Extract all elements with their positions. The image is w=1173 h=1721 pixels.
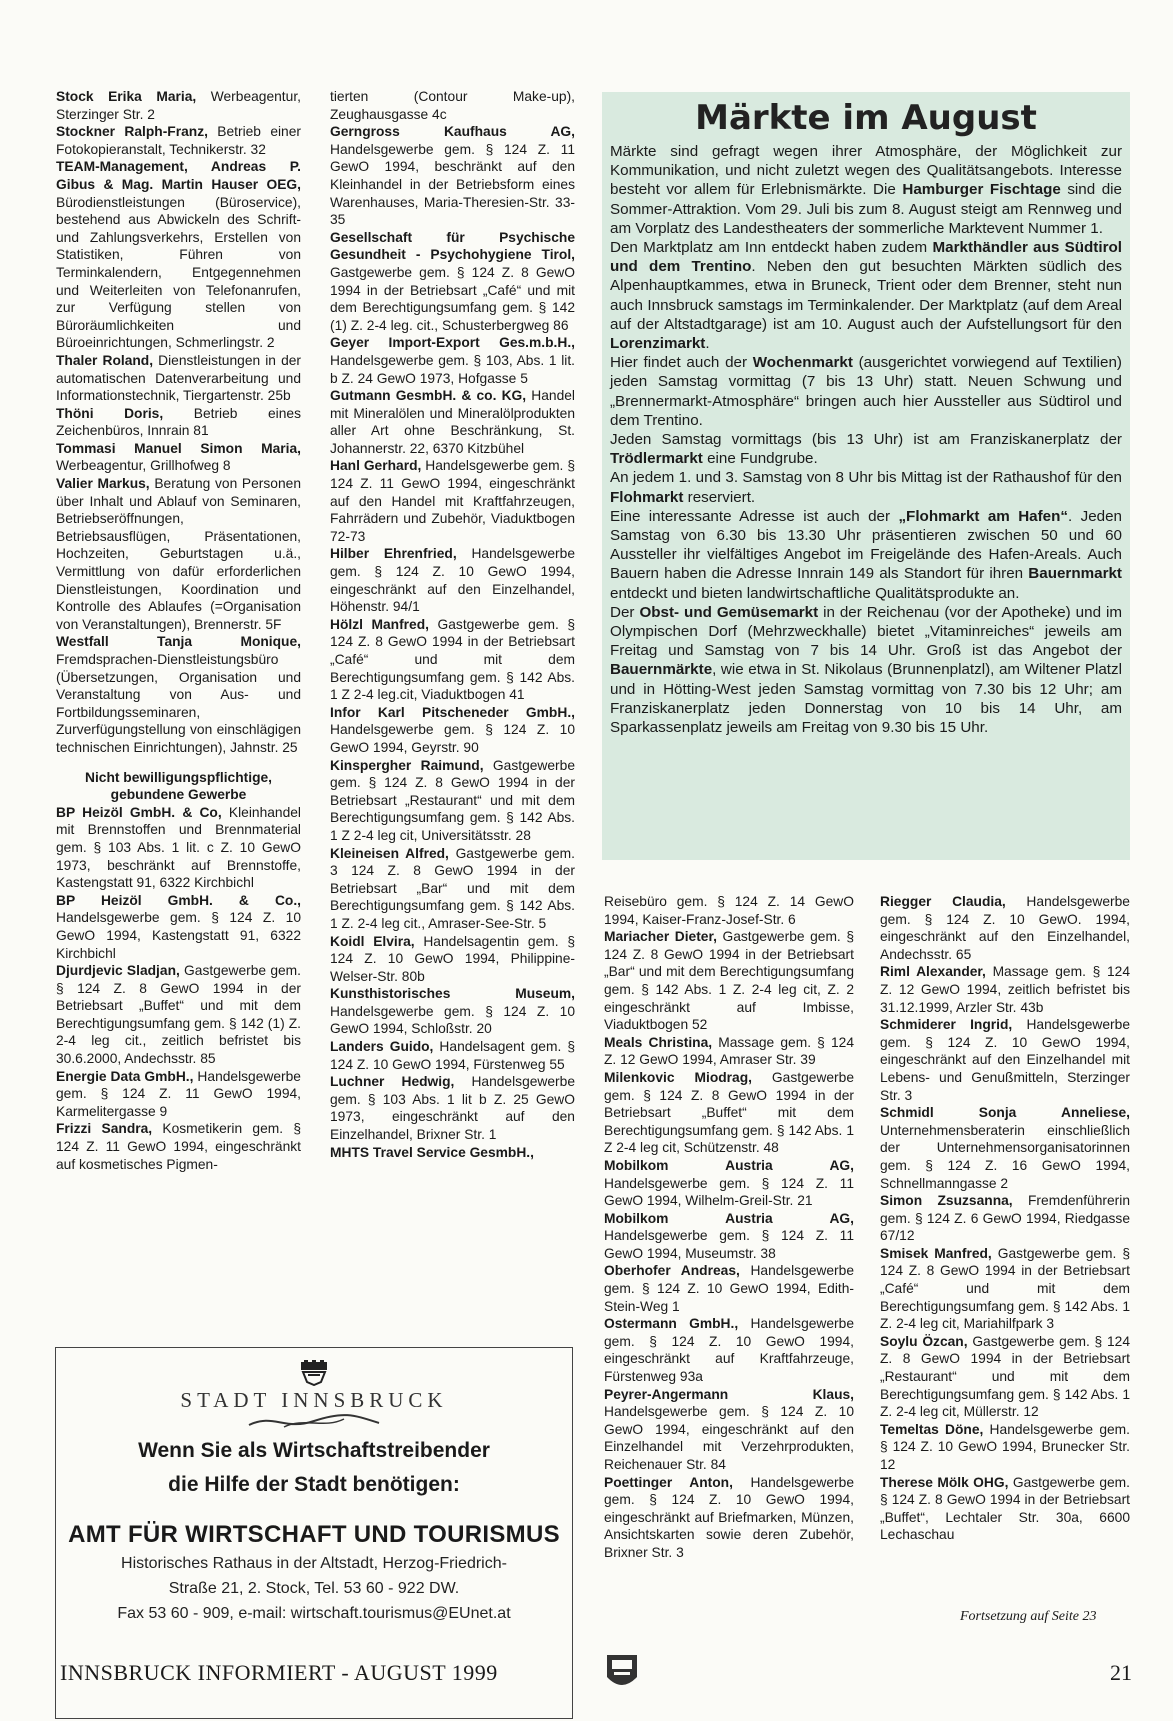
market-name: Obst- und Gemüsemarkt xyxy=(639,603,819,621)
listing-entry xyxy=(330,1038,575,1073)
page-number: 21 xyxy=(1110,1660,1132,1685)
paragraph-text: (ausgerichtet vorwiegend auf Textilien) jeden Samstag vormittag (7 bis 13 Uhr) statt. Neuen Schwung und „Brennermarkt-Atmosphäre“ bringen auch hier Aussteller aus Südtirol und dem Trentino. xyxy=(610,354,1122,429)
listing-entry xyxy=(330,387,575,457)
entry-text: Fremdenführerin gem. § 124 Z. 6 GewO 1994, Riedgasse 67/12 xyxy=(880,1193,1130,1244)
section-subheading: Nicht bewilligungspflichtige, gebundene Gewerbe xyxy=(84,769,273,803)
ad-line-1: Wenn Sie als Wirtschaftstreibender xyxy=(138,1439,490,1462)
entry-name: Meals Christina, xyxy=(604,1034,713,1050)
listing-entry xyxy=(880,1421,1130,1474)
entry-text: Handelsgewerbe gem. § 124 Z. 11 GewO 1994, beschränkt auf den Kleinhandel in der Betriebsform eines Warenhauses, Maria-Theresien-Str. 33-35 xyxy=(330,141,575,228)
paragraph-text: sind die Sommer-Attraktion. Vom 29. Juli bis zum 8. August steigt am Rennweg und am Vorplatz des Landestheaters der sommerliche Marktevent Nummer 1. xyxy=(610,181,1122,237)
listing-entry xyxy=(880,963,1130,1016)
entry-text: Gastgewerbe gem. § 124 Z. 8 GewO 1994 in der Betriebsart „Café“ und mit dem Berechtigungsumfang gem. § 142 (1) Z. 2-4 leg. cit., Schusterbergweg 86 xyxy=(330,264,575,333)
listing-column-1 xyxy=(56,88,301,1173)
entry-name: Kinspergher Raimund, xyxy=(330,757,484,773)
entry-text: Gastgewerbe gem. § 124 Z. 8 GewO 1994 in der Betriebsart „Café“ und mit dem Berechtigungsumfang gem. § 142 Abs. 1 Z 2-4 leg.cit, Viaduktbogen 41 xyxy=(330,616,575,703)
listing-entry xyxy=(604,1157,854,1210)
entry-text: Handelsgewerbe gem. § 124 Z. 10 GewO 1994, Kastengstatt 91, 6322 Kirchbichl xyxy=(56,910,301,961)
paragraph-text: Eine interessante Adresse ist auch der xyxy=(610,507,899,525)
entry-text: Gastgewerbe gem. § 124 Z. 8 GewO 1994 in der Betriebsart „Restaurant“ und mit dem Berechtigungsumfang gem. § 142 Abs. 1 Z 2-4 leg cit, Universitätsstr. 28 xyxy=(330,757,575,843)
entry-text: Handelsgewerbe gem. § 124 Z. 11 GewO 1994, Karmelitergasse 9 xyxy=(56,1068,301,1119)
market-name: Markthändler aus Südtirol und dem Trentino xyxy=(610,239,1122,276)
listing-entry xyxy=(330,88,575,123)
listing-entry xyxy=(330,1144,575,1162)
entry-name: Stock Erika Maria, xyxy=(56,89,197,104)
entry-text: Handelsgewerbe gem. § 124 Z. 10 GewO 1994, Brunecker Str. 12 xyxy=(880,1421,1130,1472)
ad-line-2: die Hilfe der Stadt benötigen: xyxy=(168,1473,460,1496)
listing-column-2 xyxy=(330,88,575,1161)
listing-entry xyxy=(56,962,301,1068)
paragraph-text: in der Reichenau (vor der Apotheke) und im Olympischen Dorf (Mehrzweckhalle) bietet „Vitaminreiches“ jeweils am Freitag und Samstag von 7 bis 14 Uhr. Groß ist das Angebot der xyxy=(610,603,1122,660)
entry-name: Infor Karl Pitscheneder GmbH., xyxy=(330,704,575,720)
entry-name: Landers Guido, xyxy=(330,1039,434,1055)
ad-city-name: STADT INNSBRUCK xyxy=(180,1388,448,1412)
listing-entry xyxy=(330,933,575,986)
entry-text: Kosmetikerin gem. § 124 Z. 11 GewO 1994, eingeschränkt auf kosmetisches Pigmen- xyxy=(56,1121,302,1172)
listing-entry xyxy=(56,804,301,892)
entry-name: Koidl Elvira, xyxy=(330,933,415,949)
entry-name: Temeltas Döne, xyxy=(880,1421,984,1437)
entry-text: tierten (Contour Make-up), Zeughausgasse 4c xyxy=(330,89,575,122)
entry-text: Handel mit Mineralölen und Mineralölprodukten aller Art ohne Beschränkung, St. Johannerstr. 22, 6370 Kitzbühel xyxy=(330,388,575,456)
entry-text: Gastgewerbe gem. § 124 Z. 8 GewO 1994 in der Betriebsart „Café“ und mit dem Berechtigungsumfang gem. § 142 Abs. 1 Z. 2-4 leg cit, Mariahilfpark 3 xyxy=(880,1245,1130,1332)
market-name: Lorenzimarkt xyxy=(610,335,706,353)
listing-entry xyxy=(56,440,301,475)
listing-entry xyxy=(880,1333,1130,1421)
entry-name: BP Heizöl GmbH. & Co., xyxy=(56,892,301,908)
entry-name: Thaler Roland, xyxy=(56,352,154,368)
paragraph-text: Jeden Samstag vormittags (bis 13 Uhr) ist am Franziskanerplatz der xyxy=(610,431,1122,449)
listing-entry xyxy=(56,352,301,405)
entry-name: Milenkovic Miodrag, xyxy=(604,1069,752,1085)
entry-text: Handelsgewerbe gem. § 103 Abs. 1 lit b Z. 25 GewO 1973, eingeschränkt auf den Einzelhandel, Brixner Str. 1 xyxy=(330,1074,575,1143)
entry-text: Handelsgewerbe gem. § 124 Z. 10 GewO. 1994, eingeschränkt auf den Einzelhandel, Andechsstr. 65 xyxy=(880,894,1130,962)
swirl-ornament-icon xyxy=(56,1413,572,1431)
listing-entry xyxy=(330,704,575,757)
listing-entry xyxy=(56,88,301,123)
market-name: Wochenmarkt xyxy=(752,354,853,372)
entry-name: Schmiderer Ingrid, xyxy=(880,1017,1013,1033)
paragraph-text: Der xyxy=(610,603,640,621)
market-name: Bauernmarkt xyxy=(1028,565,1122,583)
markets-box xyxy=(602,92,1130,860)
listing-entry xyxy=(330,845,575,933)
entry-name: Luchner Hedwig, xyxy=(330,1074,455,1090)
listing-entry xyxy=(330,757,575,845)
listing-entry xyxy=(330,123,575,229)
entry-name: BP Heizöl GmbH. & Co, xyxy=(56,804,222,820)
entry-name: Tommasi Manuel Simon Maria, xyxy=(56,440,301,456)
entry-text: Gastgewerbe gem. 3 124 Z. 8 GewO 1994 in der Betriebsart „Bar“ und mit dem Berechtigungsumfang gem. § 142 Abs. 1 Z. 2-4 leg cit., Amraser-See-Str. 5 xyxy=(330,845,575,931)
entry-name: MHTS Travel Service GesmbH., xyxy=(330,1144,534,1160)
markets-paragraph xyxy=(610,142,1122,238)
entry-text: Handelsagent gem. § 124 Z. 10 GewO 1994, Fürstenweg 55 xyxy=(330,1039,575,1072)
footer-crest-icon xyxy=(605,1653,639,1698)
paragraph-text: . Jeden Samstag von 6.30 bis 13.30 Uhr präsentieren zwischen 50 und 60 Aussteller ihr vielfältiges Angebot im Freigelände des Hafen-Areals. Auch Bauern haben die Adresse Innrain 149 als Standort für ihren xyxy=(610,507,1122,583)
entry-name: Mobilkom Austria AG, xyxy=(604,1210,854,1226)
listing-entry xyxy=(330,229,575,335)
entry-name: Peyrer-Angermann Klaus, xyxy=(604,1386,854,1402)
entry-text: Handelsgewerbe gem. § 124 Z. 11 GewO 1994, eingeschränkt auf den Handel mit Kraftfahrzeugen, Fahrrädern und Zubehör, Viaduktbogen 72-73 xyxy=(330,458,575,544)
entry-text: Gastgewerbe gem. § 124 Z. 8 GewO 1994 in der Betriebsart „Buffet“ mit dem Berechtigungsumfang gem. § 142 Abs. 1 Z 2-4 leg cit, Schützenstr. 48 xyxy=(604,1069,854,1156)
entry-text: Gastgewerbe gem. § 124 Z. 8 GewO 1994 in der Betriebsart „Buffet“ und mit dem Berechtigungsumfang gem. § 142 (1) Z. 2-4 leg cit., zeitlich befristet bis 30.6.2000, Andechsstr. 85 xyxy=(56,963,301,1067)
paragraph-text: entdeckt und bieten landwirtschaftliche Qualitätsprodukte an. xyxy=(610,584,1020,602)
listing-column-3 xyxy=(604,893,854,1562)
market-name: Hamburger Fischtage xyxy=(902,181,1061,199)
listing-entry xyxy=(330,545,575,615)
listing-entry xyxy=(56,475,301,633)
listing-entry xyxy=(604,1315,854,1385)
paragraph-text: . xyxy=(705,335,710,353)
entry-text: Handelsgewerbe gem. § 124 Z. 10 GewO 1994, Schloßstr. 20 xyxy=(330,1003,575,1037)
markets-paragraph xyxy=(610,507,1122,603)
entry-name: TEAM-Management, Andreas P. Gibus & Mag. Martin Hauser OEG, xyxy=(56,159,301,192)
entry-text: Handelsgewerbe gem. § 124 Z. 11 GewO 1994, Museumstr. 38 xyxy=(604,1228,854,1261)
listing-entry xyxy=(56,1120,301,1173)
entry-name: Poettinger Anton, xyxy=(604,1474,733,1490)
listing-entry xyxy=(880,893,1130,963)
listing-entry xyxy=(330,334,575,387)
entry-name: Djurdjevic Sladjan, xyxy=(56,963,180,979)
market-name: Flohmarkt xyxy=(610,488,684,506)
listing-entry xyxy=(56,1068,301,1121)
entry-name: Schmidl Sonja Anneliese, xyxy=(880,1105,1130,1121)
entry-text: Werbeagentur, Sterzinger Str. 2 xyxy=(56,89,301,122)
paragraph-text: Märkte sind gefragt wegen ihrer Atmosphäre, der Möglichkeit zur Kommunikation, und nicht zuletzt wegen des Qualitätsangebots. Interesse besteht vor allem für Erlebnismärkte. Die xyxy=(610,143,1122,199)
listing-entry xyxy=(56,405,301,440)
entry-text: Betrieb einer Fotokopieranstalt, Technikerstr. 32 xyxy=(56,124,301,157)
markets-paragraph xyxy=(610,603,1122,737)
listing-entry xyxy=(56,123,301,158)
entry-name: Gerngross Kaufhaus AG, xyxy=(330,124,575,140)
listing-entry xyxy=(330,1073,575,1143)
entry-text: Betrieb eines Zeichenbüros, Innrain 81 xyxy=(56,405,301,439)
entry-text: Gastgewerbe gem. § 124 Z. 8 GewO 1994 in der Betriebsart „Buffet“, Lechtaler Str. 30a, 6600 Lechaschau xyxy=(880,1474,1130,1543)
entry-text: Handelsgewerbe gem. § 124 Z. 10 GewO 1994, Geyrstr. 90 xyxy=(330,722,575,755)
paragraph-text: . Neben den gut besuchten Märkten südlich des Alpenhauptkammes, etwa in Bruneck, Trient oder dem Brenner, steht nun auch Innsbruck samstags im Terminkalender. Der Marktplatz (auf dem Areal auf der Altstadtgarage) ist am 10. August auch der Aufstellungsort für den xyxy=(610,258,1122,333)
entry-text: Kleinhandel mit Brennstoffen und Brennmaterial gem. § 103 Abs. 1 lit. c Z. 10 GewO 1973, beschränkt auf Brennstoffe, Kastengstatt 91, 6322 Kirchbichl xyxy=(56,804,301,891)
ad-office-name: AMT FÜR WIRTSCHAFT UND TOURISMUS xyxy=(68,1521,560,1548)
entry-text: Gastgewerbe gem. § 124 Z. 8 GewO 1994 in der Betriebsart „Restaurant“ und mit dem Berechtigungsumfang gem. § 142 Abs. 1 Z. 2-4 leg cit, Müllerstr. 12 xyxy=(880,1333,1130,1420)
entry-name: Thöni Doris, xyxy=(56,405,164,421)
listing-entry xyxy=(604,1386,854,1474)
entry-text: Handelsgewerbe gem. § 124 Z. 10 GewO 1994, eingeschränkt auf den Einzelhandel mit Lebens- und Genußmitteln, Sterzinger Str. 3 xyxy=(880,1017,1130,1103)
entry-name: Smisek Manfred, xyxy=(880,1245,992,1261)
listing-entry xyxy=(604,928,854,1034)
ad-contact: Fax 53 60 - 909, e-mail: wirtschaft.tourismus@EUnet.at xyxy=(117,1605,511,1622)
paragraph-text: Den Marktplatz am Inn entdeckt haben zudem xyxy=(610,239,933,257)
market-name: „Flohmarkt am Hafen“ xyxy=(898,507,1068,525)
entry-name: Ostermann GmbH., xyxy=(604,1316,739,1332)
ad-address-2: Straße 21, 2. Stock, Tel. 53 60 - 922 DW. xyxy=(168,1580,460,1597)
entry-text: Reisebüro gem. § 124 Z. 14 GewO 1994, Kaiser-Franz-Josef-Str. 6 xyxy=(604,894,854,927)
markets-title: Märkte im August xyxy=(695,98,1037,138)
entry-name: Simon Zsuzsanna, xyxy=(880,1193,1013,1209)
entry-name: Mariacher Dieter, xyxy=(604,929,717,945)
entry-name: Soylu Özcan, xyxy=(880,1333,968,1349)
entry-text: Handelsgewerbe gem. § 124 Z. 10 GewO 1994, eingeschränkt auf Kraftfahrzeuge, Fürstenweg 93a xyxy=(604,1316,854,1385)
entry-name: Oberhofer Andreas, xyxy=(604,1263,740,1279)
paragraph-text: Hier findet auch der xyxy=(610,354,753,372)
entry-text: Beratung von Personen über Inhalt und Ablauf von Seminaren, Betriebseröffnungen, Betriebsausflügen, Präsentationen, Hochzeiten, Geburtstagen u.ä., Vermittlung von dafür erforderlichen Dienstleistungen, Koordination und Kontrolle des Ablaufes (=Organisation von Veranstaltungen), Brennerstr. 5F xyxy=(56,476,301,632)
entry-text: Fremdsprachen-Dienstleistungsbüro (Übersetzungen, Organisation und Veranstaltung von Aus- und Fortbildungsseminaren, Zurverfügungstellung von einschlägigen technischen Einrichtungen), Jahnstr. 25 xyxy=(56,652,301,755)
entry-name: Gesellschaft für Psychische Gesundheit - Psychohygiene Tirol, xyxy=(330,229,575,263)
entry-name: Therese Mölk OHG, xyxy=(880,1474,1009,1490)
entry-text: Dienstleistungen in der automatischen Datenverarbeitung und Informationstechnik, Tiergartenstr. 25b xyxy=(56,352,302,404)
entry-name: Frizzi Sandra, xyxy=(56,1121,153,1137)
listing-entry xyxy=(56,892,301,962)
entry-text: Massage gem. § 124 Z. 12 GewO 1994, Amraser Str. 39 xyxy=(604,1034,854,1068)
entry-text: Handelsagentin gem. § 124 Z. 10 GewO 1994, Philippine-Welser-Str. 80b xyxy=(330,933,575,984)
listing-entry xyxy=(604,1210,854,1263)
entry-name: Hölzl Manfred, xyxy=(330,616,429,632)
market-name: Trödlermarkt xyxy=(610,450,703,468)
market-name: Bauernmärkte xyxy=(610,661,713,679)
entry-name: Westfall Tanja Monique, xyxy=(56,634,301,650)
entry-text: Handelsgewerbe gem. § 124 Z. 10 GewO 1994, eingeschränkt auf den Einzelhandel, Höhenstr. 94/1 xyxy=(330,546,575,615)
entry-text: Bürodienstleistungen (Büroservice), bestehend aus Abwickeln des Schrift- und Zahlungsverkehrs, Erstellen von Statistiken, Führen von Terminkalendern, Entgegennehmen und Weiterleiten von Telefonanrufen, zur Verfügung stellen von Büroräumlichkeiten und Büroeinrichtungen, Schmerlingstr. 2 xyxy=(56,194,301,351)
paragraph-text: An jedem 1. und 3. Samstag von 8 Uhr bis Mittag ist der Rathaushof für den xyxy=(610,469,1122,487)
entry-text: Handelsgewerbe gem. § 124 Z. 10 GewO 1994, Edith-Stein-Weg 1 xyxy=(604,1263,854,1314)
entry-name: Kunsthistorisches Museum, xyxy=(330,986,575,1002)
ad-address-1: Historisches Rathaus in der Altstadt, Herzog-Friedrich- xyxy=(121,1555,507,1572)
listing-entry xyxy=(880,1104,1130,1192)
entry-name: Valier Markus, xyxy=(56,476,150,492)
listing-entry xyxy=(330,457,575,545)
listing-entry xyxy=(880,1474,1130,1544)
listing-entry xyxy=(56,633,301,756)
listing-entry xyxy=(880,1016,1130,1104)
listing-entry xyxy=(330,616,575,704)
markets-paragraph xyxy=(610,353,1122,430)
entry-text: Gastgewerbe gem. § 124 Z. 8 GewO 1994 in der Betriebsart „Bar“ und mit dem Berechtigungsumfang gem. § 142 Abs. 1 Z. 2-4 leg cit, Z. 2 eingeschränkt auf Imbisse, Viaduktbogen 52 xyxy=(604,929,854,1033)
listing-entry xyxy=(604,893,854,928)
listing-entry xyxy=(604,1474,854,1562)
entry-name: Kleineisen Alfred, xyxy=(330,845,449,861)
markets-paragraph xyxy=(610,430,1122,468)
entry-text: Handelsgewerbe gem. § 124 Z. 10 GewO 1994, eingeschränkt auf Briefmarken, Münzen, Ansichtskarten sowie deren Zubehör, Brixner Str. 3 xyxy=(604,1474,854,1560)
entry-name: Mobilkom Austria AG, xyxy=(604,1157,854,1173)
markets-paragraph xyxy=(610,468,1122,506)
entry-name: Riml Alexander, xyxy=(880,964,986,980)
entry-name: Energie Data GmbH., xyxy=(56,1068,194,1084)
markets-paragraph xyxy=(610,238,1122,353)
markets-body xyxy=(602,142,1130,737)
listing-entry xyxy=(604,1034,854,1069)
entry-text: Handelsgewerbe gem. § 103, Abs. 1 lit. b Z. 24 GewO 1973, Hofgasse 5 xyxy=(330,352,575,386)
entry-name: Hilber Ehrenfried, xyxy=(330,546,457,562)
listing-entry xyxy=(604,1262,854,1315)
listing-entry xyxy=(880,1245,1130,1333)
listing-column-4 xyxy=(880,893,1130,1544)
listing-entry xyxy=(330,985,575,1038)
entry-text: Unternehmensberaterin einschließlich der Unternehmensorganisatorinnen gem. § 124 Z. 16 GewO 1994, Schnellmanngasse 2 xyxy=(880,1122,1130,1191)
listing-entry xyxy=(56,158,301,352)
entry-name: Geyer Import-Export Ges.m.b.H., xyxy=(330,335,575,351)
paragraph-text: eine Fundgrube. xyxy=(702,450,818,468)
entry-name: Stockner Ralph-Franz, xyxy=(56,124,208,140)
listing-entry xyxy=(604,1069,854,1157)
listing-entry xyxy=(880,1192,1130,1245)
city-crest-icon xyxy=(56,1360,572,1386)
footer-publication: INNSBRUCK INFORMIERT - AUGUST 1999 xyxy=(60,1660,498,1685)
entry-text: Werbeagentur, Grillhofweg 8 xyxy=(56,458,231,474)
paragraph-text: reserviert. xyxy=(683,488,756,506)
paragraph-text: , wie etwa in St. Nikolaus (Brunnenplatzl), am Wiltener Platzl und in Hötting-West jeden Samstag vormittag von 7.30 bis 12 Uhr; am Franziskanerplatz jeden Donnerstag von 10 bis 14 Uhr, am Sparkassenplatz jeweils am Freitag von 9.30 bis 15 Uhr. xyxy=(610,661,1122,737)
entry-name: Hanl Gerhard, xyxy=(330,458,422,474)
entry-text: Handelsgewerbe gem. § 124 Z. 11 GewO 1994, Wilhelm-Greil-Str. 21 xyxy=(604,1175,854,1209)
continued-note: Fortsetzung auf Seite 23 xyxy=(960,1609,1097,1624)
entry-name: Gutmann GesmbH. & co. KG, xyxy=(330,388,527,404)
entry-text: Massage gem. § 124 Z. 12 GewO 1994, zeitlich befristet bis 31.12.1999, Arzler Str. 43b xyxy=(880,964,1130,1015)
entry-text: Handelsgewerbe gem. § 124 Z. 10 GewO 1994, eingeschränkt auf den Einzelhandel mit Verzehrprodukten, Reichenauer Str. 84 xyxy=(604,1404,854,1472)
entry-name: Riegger Claudia, xyxy=(880,894,1006,909)
